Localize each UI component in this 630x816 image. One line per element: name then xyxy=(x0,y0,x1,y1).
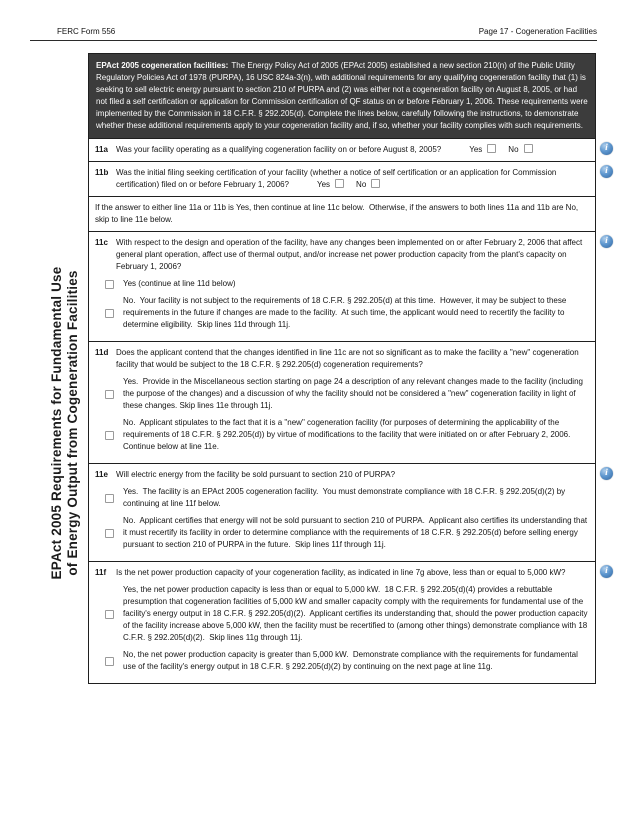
line-11c-no-checkbox[interactable] xyxy=(105,309,114,318)
line-11d-yes-checkbox[interactable] xyxy=(105,390,114,399)
line-11c-number: 11c xyxy=(95,238,108,247)
line-11e-option-yes xyxy=(105,486,589,510)
intro-text: The Energy Policy Act of 2005 (EPAct 2005) established a new section 210(n) of the Public Utility Regulatory Policies Act of 1978 (PURPA), 16 USC 824a-3(n), with additional requirements for any qualifying cogeneration facility that (1) is seeking to sell electric energy pursuant to section 210 of PURPA and (2) was either not a cogeneration facility on August 8, 2005, or had not filed a self certification or application for Commission certification of QF status on or before February 1, 2006. These requirements were implemented by the Commission in 18 C.F.R. § 292.205(d). Complete the lines below, carefully following the instructions, to demonstrate whether these additional requirements apply to your cogeneration facility and, if so, whether your facility complies with such requirements. xyxy=(96,61,590,130)
form-number: FERC Form 556 xyxy=(57,27,116,36)
routing-instruction: If the answer to either line 11a or 11b is Yes, then continue at line 11c below. Otherwise, if the answers to both lines 11a and 11b are No, skip to line 11e below. xyxy=(95,203,581,224)
line-11e-yes-checkbox[interactable] xyxy=(105,494,114,503)
info-icon-11a[interactable]: i xyxy=(600,142,613,155)
routing-instruction-row xyxy=(89,196,595,231)
intro-label: EPAct 2005 cogeneration facilities: xyxy=(96,61,229,70)
line-11f-row xyxy=(89,561,608,683)
line-11e-no-checkbox[interactable] xyxy=(105,529,114,538)
line-11e-option-no xyxy=(105,515,589,551)
line-11b-question: Was the initial filing seeking certification of your facility (whether a notice of self certification or an application for Commission certification) filed on or before February 1, 2006? xyxy=(116,168,559,189)
line-11c-question: With respect to the design and operation of the facility, have any changes been implemented on or after February 2, 2006 that affect general plant operation, affect use of thermal output, and/or increase net power production capacity from the plant's capacity on February 1, 2006? xyxy=(116,238,585,271)
line-11d-question: Does the applicant contend that the changes identified in line 11c are not so significant as to make the facility a "new" cogeneration facility that would be subject to the 18 C.F.R. § 292.205(d) cogeneration requirements? xyxy=(116,348,581,369)
line-11b-no-label: No xyxy=(356,180,367,189)
line-11b-no-checkbox[interactable] xyxy=(371,179,380,188)
page-title: Page 17 - Cogeneration Facilities xyxy=(478,27,597,36)
sidebar-heading-line2: of Energy Output from Cogeneration Facilities xyxy=(65,270,80,576)
info-icon-11b[interactable]: i xyxy=(600,165,613,178)
header-rule xyxy=(30,40,597,41)
line-11d-no-checkbox[interactable] xyxy=(105,431,114,440)
line-11e-yes-text: Yes. The facility is an EPAct 2005 cogeneration facility. You must demonstrate compliance with 18 C.F.R. § 292.205(d)(2) by continuing at line 11f below. xyxy=(123,487,568,508)
line-11a-number: 11a xyxy=(95,145,108,154)
line-11d-yes-text: Yes. Provide in the Miscellaneous section starting on page 24 a description of any relevant changes made to the facility (including the purpose of the changes) and a discussion of why the facility should not be considered a "new" cogeneration facility in light of these changes. Skip lines 11e through 11j. xyxy=(123,377,586,410)
line-11f-no-text: No, the net power production capacity is greater than 5,000 kW. Demonstrate compliance with the requirements for fundamental use of the facility's energy output in 18 C.F.R. § 292.205(d)(2) by continuing on the next page at line 11g. xyxy=(123,650,581,671)
line-11c-option-no xyxy=(105,295,589,331)
form-table xyxy=(88,53,608,684)
line-11c-yes-text: Yes (continue at line 11d below) xyxy=(123,279,236,288)
line-11f-number: 11f xyxy=(95,568,107,577)
section-sidebar-heading xyxy=(49,53,87,793)
info-icon-11c[interactable]: i xyxy=(600,235,613,248)
line-11c-option-yes xyxy=(105,278,589,290)
line-11e-number: 11e xyxy=(95,470,108,479)
line-11b-yes-checkbox[interactable] xyxy=(335,179,344,188)
line-11a-yes-label: Yes xyxy=(469,145,483,154)
intro-paragraph xyxy=(89,54,595,138)
line-11a-no-checkbox[interactable] xyxy=(524,144,533,153)
line-11f-option-no xyxy=(105,649,589,673)
line-11d-no-text: No. Applicant stipulates to the fact that it is a "new" cogeneration facility (for purposes of determining the applicability of the requirements of 18 C.F.R. § 292.205(d)) by virtue of modifications to the facility that were initiated on or after February 2, 2006. Continue below at line 11e. xyxy=(123,418,575,451)
line-11e-no-text: No. Applicant certifies that energy will not be sold pursuant to section 210 of PURPA. Applicant also certifies its understanding that it must recertify its facility in order to determine compliance with the requirements of 18 C.F.R. § 292.205(d) before selling energy pursuant to section 210 of PURPA in the future. Skip lines 11f through 11j. xyxy=(123,516,590,549)
line-11f-option-yes xyxy=(105,584,589,644)
line-11f-question: Is the net power production capacity of your cogeneration facility, as indicated in line 7g above, less than or equal to 5,000 kW? xyxy=(116,568,566,577)
line-11f-yes-checkbox[interactable] xyxy=(105,610,114,619)
line-11b-number: 11b xyxy=(95,168,109,177)
line-11f-yes-text: Yes, the net power production capacity is less than or equal to 5,000 kW. 18 C.F.R. § 292.205(d)(4) provides a rebuttable presumption that cogeneration facilities of 5,000 kW and smaller capacity comply with the requirements for fundamental use of the facility's energy output in 18 C.F.R. § 292.205(d)(2). Applicant certifies its understanding that, should the power production capacity of the facility increase above 5,000 kW, then the facility must be recertified to (among other things) demonstrate compliance with 18 C.F.R. § 292.205(d)(2). Skip lines 11g through 11j. xyxy=(123,585,590,642)
line-11d-number: 11d xyxy=(95,348,109,357)
info-icon-11e[interactable]: i xyxy=(600,467,613,480)
line-11d-option-no xyxy=(105,417,589,453)
line-11b-yes-label: Yes xyxy=(316,180,331,189)
line-11c-no-text: No. Your facility is not subject to the requirements of 18 C.F.R. § 292.205(d) at this time. However, it may be subject to these requirements in the future if changes are made to the facility. At such time, the applicant would need to recertify the facility to determine eligibility. Skip lines 11d through 11j. xyxy=(123,296,569,329)
info-icon-11f[interactable]: i xyxy=(600,565,613,578)
line-11a-row xyxy=(89,138,608,161)
line-11a-yes-checkbox[interactable] xyxy=(487,144,496,153)
line-11a-no-label: No xyxy=(508,145,519,154)
line-11d-option-yes xyxy=(105,376,589,412)
line-11e-question: Will electric energy from the facility be sold pursuant to section 210 of PURPA? xyxy=(116,470,396,479)
line-11f-no-checkbox[interactable] xyxy=(105,657,114,666)
line-11b-row xyxy=(89,161,608,196)
line-11e-row xyxy=(89,463,608,561)
line-11a-question: Was your facility operating as a qualifying cogeneration facility on or before August 8, 2005? xyxy=(116,145,442,154)
line-11d-row xyxy=(89,341,595,463)
sidebar-heading-line1: EPAct 2005 Requirements for Fundamental Use xyxy=(49,266,64,580)
line-11c-row xyxy=(89,231,608,341)
line-11c-yes-checkbox[interactable] xyxy=(105,280,114,289)
